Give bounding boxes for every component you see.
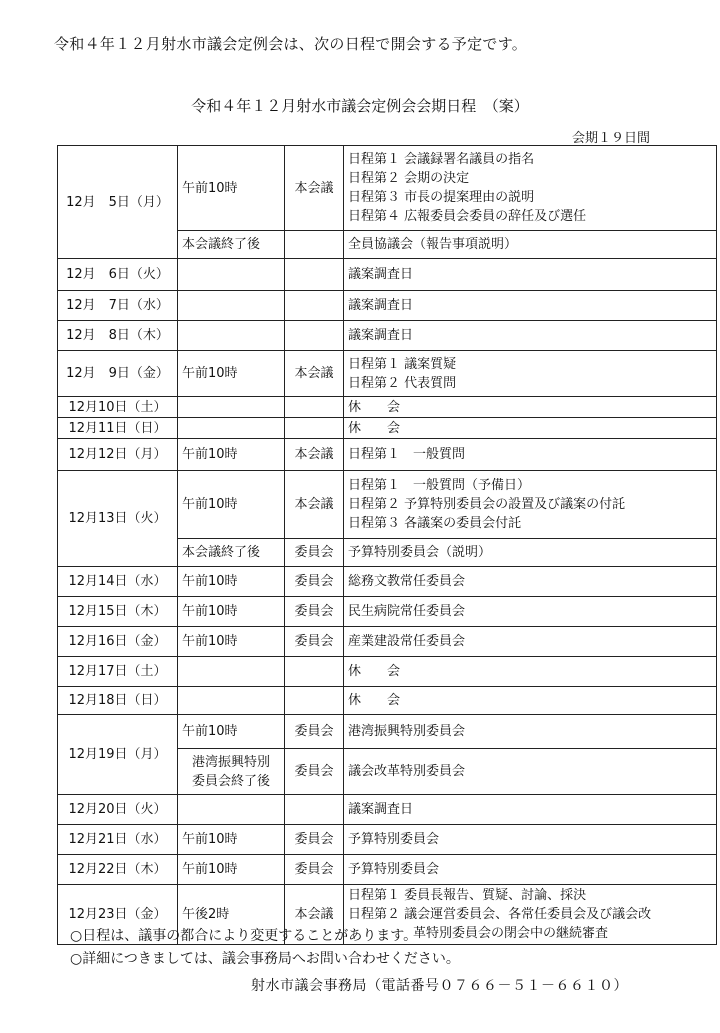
session-type: 委員会	[285, 567, 344, 597]
day-date: 12月 7日（水）	[58, 291, 178, 321]
table-row	[58, 567, 717, 597]
session-period: 会期１９日間	[572, 131, 651, 146]
table-row	[58, 418, 717, 439]
day-date: 12月11日（日）	[58, 418, 178, 439]
intro-text: 令和４年１２月射水市議会定例会は、次の日程で開会する予定です。	[54, 35, 528, 53]
agenda-item: 日程第４ 広報委員会委員の辞任及び選任	[348, 209, 587, 224]
table-row	[58, 855, 717, 885]
session-time	[178, 259, 285, 291]
session-time: 午前10時	[178, 439, 285, 471]
day-date: 12月18日（日）	[58, 687, 178, 715]
table-row	[58, 597, 717, 627]
session-content	[344, 657, 717, 687]
note-line: ○詳細につきましては、議会事務局へお問い合わせください。	[70, 951, 460, 967]
table-row	[58, 351, 717, 397]
session-type: 委員会	[285, 715, 344, 749]
agenda-item: 革特別委員会の閉会中の継続審査	[348, 926, 609, 941]
schedule-title: 令和４年１２月射水市議会定例会会期日程 （案）	[191, 97, 529, 115]
session-time	[178, 291, 285, 321]
day-date: 12月17日（土）	[58, 657, 178, 687]
session-time	[178, 397, 285, 418]
session-content	[344, 231, 717, 259]
agenda-item: 日程第２ 議会運営委員会、各常任委員会及び議会改	[348, 907, 652, 922]
schedule-table	[57, 145, 717, 945]
session-content	[344, 418, 717, 439]
session-time: 午前10時	[178, 825, 285, 855]
agenda-item: 休 会	[348, 664, 401, 679]
agenda-item: 日程第１ 一般質問	[348, 447, 466, 462]
session-type	[285, 657, 344, 687]
agenda-item: 議案調査日	[348, 267, 414, 282]
session-time: 午前10時	[178, 627, 285, 657]
session-type: 本会議	[285, 439, 344, 471]
agenda-item: 日程第１ 会議録署名議員の指名	[348, 152, 535, 167]
session-type: 本会議	[285, 146, 344, 231]
agenda-item: 予算特別委員会	[348, 862, 440, 877]
session-type: 本会議	[285, 885, 344, 945]
day-date: 12月22日（木）	[58, 855, 178, 885]
day-date: 12月 8日（木）	[58, 321, 178, 351]
session-content	[344, 439, 717, 471]
agenda-item: 民生病院常任委員会	[348, 604, 466, 619]
agenda-item: 日程第１ 委員長報告、質疑、討論、採決	[348, 888, 587, 903]
table-row	[58, 291, 717, 321]
session-type: 本会議	[285, 351, 344, 397]
session-content	[344, 567, 717, 597]
table-row	[58, 397, 717, 418]
day-date: 12月14日（水）	[58, 567, 178, 597]
table-row	[58, 146, 717, 231]
session-type: 委員会	[285, 539, 344, 567]
session-time: 午前10時	[178, 351, 285, 397]
session-content	[344, 715, 717, 749]
session-content	[344, 539, 717, 567]
session-content	[344, 749, 717, 795]
agenda-item: 産業建設常任委員会	[348, 634, 466, 649]
agenda-item: 全員協議会（報告事項説明）	[348, 237, 518, 252]
session-time	[178, 749, 285, 795]
session-type: 本会議	[285, 471, 344, 539]
agenda-item: 議案調査日	[348, 802, 414, 817]
session-time: 午前10時	[178, 597, 285, 627]
session-type	[285, 795, 344, 825]
day-date: 12月10日（土）	[58, 397, 178, 418]
agenda-item: 予算特別委員会（説明）	[348, 545, 492, 560]
table-row	[58, 471, 717, 539]
agenda-item: 休 会	[348, 420, 401, 436]
session-content	[344, 259, 717, 291]
table-row	[58, 627, 717, 657]
session-content	[344, 291, 717, 321]
day-date: 12月23日（金）	[58, 885, 178, 945]
agenda-item: 日程第１ 議案質疑	[348, 356, 457, 372]
session-type: 委員会	[285, 627, 344, 657]
session-content	[344, 597, 717, 627]
agenda-item: 予算特別委員会	[348, 832, 440, 847]
day-date: 12月20日（火）	[58, 795, 178, 825]
table-row	[58, 657, 717, 687]
session-type: 委員会	[285, 855, 344, 885]
agenda-item: 休 会	[348, 693, 401, 708]
agenda-item: 港湾振興特別委員会	[348, 724, 466, 739]
session-time-line: 委員会終了後	[191, 773, 270, 789]
agenda-item: 総務文教常任委員会	[348, 574, 466, 589]
session-content	[344, 397, 717, 418]
session-type	[285, 397, 344, 418]
session-content	[344, 795, 717, 825]
session-content	[344, 855, 717, 885]
session-time-line: 港湾振興特別	[191, 754, 270, 770]
session-time: 午前10時	[178, 567, 285, 597]
session-time: 午後2時	[178, 885, 285, 945]
agenda-item: 日程第３ 各議案の委員会付託	[348, 516, 522, 531]
agenda-item: 議案調査日	[348, 328, 414, 343]
session-type	[285, 321, 344, 351]
session-time: 午前10時	[178, 855, 285, 885]
table-row	[58, 321, 717, 351]
agenda-item: 議会改革特別委員会	[348, 764, 466, 779]
day-date: 12月15日（木）	[58, 597, 178, 627]
session-content	[344, 471, 717, 539]
day-date: 12月 5日（月）	[58, 146, 178, 259]
day-date: 12月19日（月）	[58, 715, 178, 795]
session-type	[285, 687, 344, 715]
agenda-item: 日程第２ 予算特別委員会の設置及び議案の付託	[348, 497, 626, 512]
session-content	[344, 825, 717, 855]
session-time	[178, 418, 285, 439]
day-date: 12月16日（金）	[58, 627, 178, 657]
session-time	[178, 687, 285, 715]
session-time: 午前10時	[178, 715, 285, 749]
schedule-body	[58, 146, 717, 945]
session-type	[285, 291, 344, 321]
session-content	[344, 687, 717, 715]
agenda-item: 日程第２ 会期の決定	[348, 171, 470, 186]
notes	[70, 925, 460, 971]
day-date: 12月 9日（金）	[58, 351, 178, 397]
note-line: ○日程は、議事の都合により変更することがあります。	[70, 928, 418, 944]
session-type: 委員会	[285, 597, 344, 627]
session-type	[285, 418, 344, 439]
agenda-item: 日程第２ 代表質問	[348, 375, 457, 391]
session-type	[285, 231, 344, 259]
session-time: 午前10時	[178, 471, 285, 539]
session-time: 午前10時	[178, 146, 285, 231]
table-row	[58, 715, 717, 749]
table-row	[58, 439, 717, 471]
session-time	[178, 795, 285, 825]
contact-footer: 射水市議会事務局（電話番号０７６６－５１－６６１０）	[251, 978, 628, 994]
session-time	[178, 657, 285, 687]
session-content	[344, 321, 717, 351]
session-content	[344, 351, 717, 397]
agenda-item: 休 会	[348, 399, 401, 415]
table-row	[58, 259, 717, 291]
session-type: 委員会	[285, 825, 344, 855]
agenda-item: 議案調査日	[348, 298, 414, 313]
table-row	[58, 687, 717, 715]
session-type: 委員会	[285, 749, 344, 795]
day-date: 12月13日（火）	[58, 471, 178, 567]
session-content	[344, 146, 717, 231]
agenda-item: 日程第１ 一般質問（予備日）	[348, 478, 531, 493]
table-row	[58, 825, 717, 855]
session-time	[178, 321, 285, 351]
day-date: 12月21日（水）	[58, 825, 178, 855]
session-time: 本会議終了後	[178, 539, 285, 567]
agenda-item: 日程第３ 市長の提案理由の説明	[348, 190, 535, 205]
session-time: 本会議終了後	[178, 231, 285, 259]
session-type	[285, 259, 344, 291]
day-date: 12月12日（月）	[58, 439, 178, 471]
session-content	[344, 627, 717, 657]
day-date: 12月 6日（火）	[58, 259, 178, 291]
table-row	[58, 795, 717, 825]
